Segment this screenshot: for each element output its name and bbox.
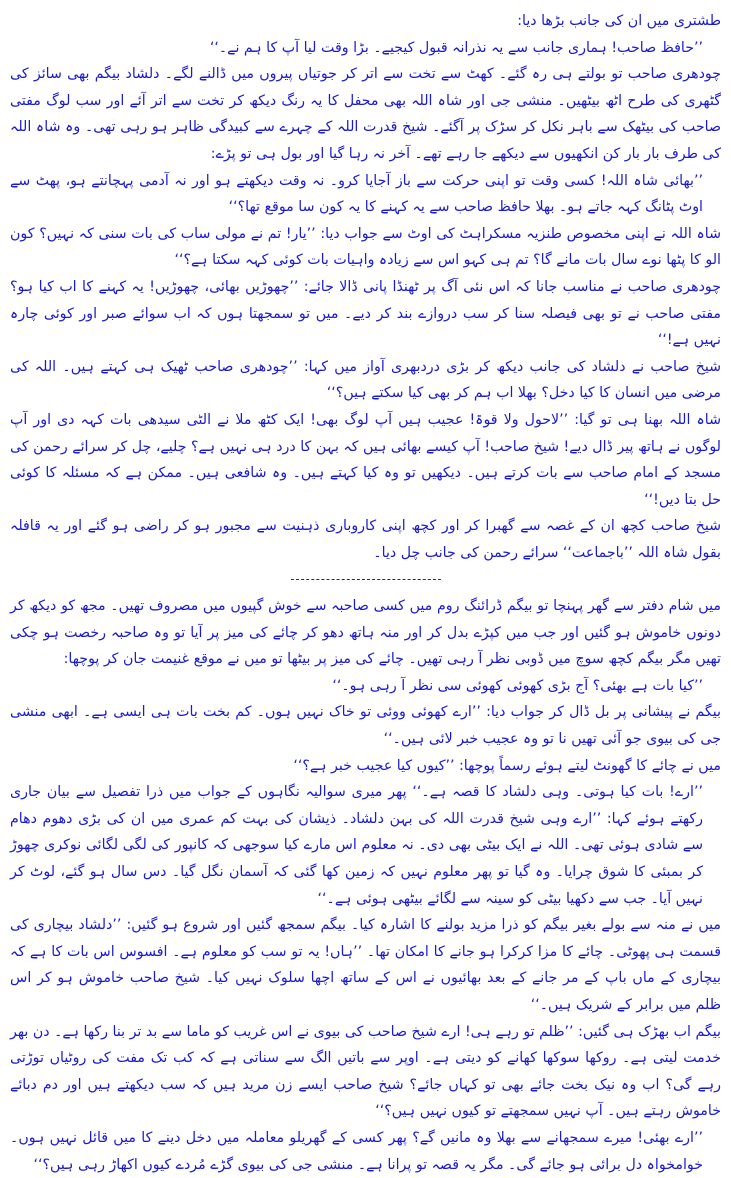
- paragraph: شاہ اللہ بھنا ہی تو گیا: ’’لاحول ولا قوۃ! عجیب ہیں آپ لوگ بھی! ایک کٹھ ملا نے الٹی سیدھی بات کہہ دی اور آپ لوگوں نے ہاتھ پیر ڈال دیے! شیخ صاحب! آپ کیسے بھائی ہیں کہ بہن کا درد ہی نہیں ہے؟ چلیے، چل کر سرائے رحمن کی مسجد کے امام صاحب سے بات کرتے ہیں۔ دیکھیں تو وہ کیا کہتے ہیں۔ وہ شافعی ہیں۔ ممکن ہے کہ مسئلہ کا کوئی حل بتا دیں!‘‘: [10, 411, 721, 508]
- paragraph: ’’ارے بھئی! میرے سمجھانے سے بھلا وہ مانیں گے؟ پھر کسی کے گھریلو معاملہ میں دخل دینے کا میں قائل نہیں ہوں۔ خوامخواہ دل برائی ہو جائے گی۔ مگر یہ قصہ تو پرانا ہے۔ منشی جی کی بیوی گڑے مُردے کیوں اکھاڑ رہی ہیں؟‘‘: [10, 1129, 703, 1173]
- paragraph: طشتری میں ان کی جانب بڑھا دیا:: [517, 13, 721, 29]
- paragraph: میں شام دفتر سے گھر پہنچا تو بیگم ڈرائنگ روم میں کسی صاحبہ سے خوش گپیوں میں مصروف تھیں۔ مجھ کو دیکھ کر دونوں خاموش ہو گئیں اور جب میں کپڑے بدل کر اور منہ ہاتھ دھو کر چائے کی میز پر آیا تو وہ صاحبہ رخصت ہو چکی تھیں مگر بیگم کچھ سوچ میں ڈوبی نظر آ رہی تھیں۔ چائے کی میز پر بیٹھا تو میں نے موقع غنیمت جان کر پوچھا:: [10, 598, 721, 668]
- paragraph: میں نے منہ سے بولے بغیر بیگم کو ذرا مزید بولنے کا اشارہ کیا۔ بیگم سمجھ گئیں اور شروع ہو گئیں: ’’دلشاد بیچاری کی قسمت ہی پھوٹی۔ چائے کا مزا کرکرا ہو جانے کا امکان تھا۔ ’’ہاں! یہ تو سب کو معلوم ہے۔ افسوس اس بات کا ہے کہ بیچاری کے ماں باپ کے مر جانے کے بعد بھائیوں نے اس کے ساتھ اچھا سلوک نہیں کیا۔ شیخ صاحب خاموش ہو کر اس ظلم میں برابر کے شریک ہیں۔‘‘: [10, 917, 721, 1013]
- paragraph: چودھری صاحب تو بولتے ہی رہ گئے۔ کھٹ سے تخت سے اتر کر جوتیاں پیروں میں ڈالنے لگے۔ دلشاد بیگم بھی سائز کی گٹھری کی طرح اٹھ بیٹھیں۔ منشی جی اور شاہ اللہ بھی محفل کا یہ رنگ دیکھ کر تخت سے اتر آئے اور سب لوگ مفتی صاحب کی بیٹھک سے باہر نکل کر سڑک پر آگئے۔ شیخ قدرت اللہ کے چہرے سے کبیدگی ظاہر ہو رہی تھی۔ وہ شاہ اللہ کی طرف بار بار کن انکھیوں سے دیکھے جا رہے تھے۔ آخر نہ رہا گیا اور بول ہی تو پڑے:: [10, 66, 721, 162]
- paragraph: بیگم اب بھڑک ہی گئیں: ’’ظلم تو رہے ہی! ارے شیخ صاحب کی بیوی نے اس غریب کو ماما سے بد تر بنا رکھا ہے۔ دن بھر خدمت لیتی ہے۔ روکھا سوکھا کھانے کو دیتی ہے۔ اوپر سے باتیں الگ سے سناتی ہے کہ کب تک مفت کی روٹیاں توڑتی رہے گی؟ اب وہ نیک بخت جائے بھی تو کہاں جائے؟ شیخ صاحب ایسے زن مرید ہیں کہ سب دیکھتے ہیں اور دم دبائے خاموش رہتے ہیں۔ آپ نہیں سمجھتے تو کیوں نہیں ہیں؟‘‘: [10, 1023, 721, 1120]
- paragraph: ’’ارے! بات کیا ہوتی۔ وہی دلشاد کا قصہ ہے۔‘‘ پھر میری سوالیہ نگاہوں کے جواب میں ذرا تفصیل سے بیان جاری رکھتے ہوئے کہا: ’’ارے وہی شیخ قدرت اللہ کی بہن دلشاد۔ ذیشان کی بہت کم عمری میں ان کی بڑی دھوم دھام سے شادی ہوئی تھی۔ اللہ نے ایک بیٹی بھی دی۔ نہ معلوم اس مارے کیا سوجھی کہ کانپور کی لگی لگائی نوکری چھوڑ کر بمبئی کا شوق چرایا۔ وہ گیا تو پھر معلوم نہیں کہ زمین کھا گئی کہ آسمان نگل گیا۔ دس سال ہو گئے، لوٹ کر نہیں آیا۔ جب سے دکھیا بیٹی کو سینہ سے لگائے بیٹھی ہوئی ہے۔‘‘: [10, 784, 703, 907]
- paragraph: میں نے چائے کا گھونٹ لیتے ہوئے رسماً پوچھا: ’’کیوں کیا عجیب خبر ہے؟‘‘: [293, 757, 721, 774]
- paragraph: شیخ صاحب کچھ ان کے غصہ سے گھبرا کر اور کچھ اپنی کاروباری ذہنیت سے مجبور ہو کر راضی ہو گئے اور یہ قافلہ بقول شاہ اللہ ’’باجماعت‘‘ سرائے رحمن کی جانب چل دیا۔: [10, 518, 721, 561]
- paragraph: شاہ اللہ نے اپنی مخصوص طنزیہ مسکراہٹ کی اوٹ سے جواب دیا: ’’یار! تم نے مولی ساب کی بات سنی کہ نہیں؟ کون الو کا پٹھا نوے سال بات مانے گا؟ تم ہی کہو اس سے زیادہ واہیات بات کوئی کہہ سکتا ہے؟‘‘: [10, 225, 721, 269]
- paragraph: ’’بھائی شاہ اللہ! کسی وقت تو اپنی حرکت سے باز آجایا کرو۔ نہ وقت دیکھتے ہو اور نہ آدمی پہچانتے ہو، پھٹ سے اوٹ پٹانگ کہہ جاتے ہو۔ بھلا حافظ صاحب سے یہ کہنے کا یہ کون سا موقع تھا؟‘‘: [10, 172, 703, 216]
- paragraph: ’’حافظ صاحب! ہماری جانب سے یہ نذرانہ قبول کیجیے۔ بڑا وقت لیا آپ کا ہم نے۔‘‘: [209, 39, 703, 56]
- paragraph: بیگم نے پیشانی پر بل ڈال کر جواب دیا: ’’ارے کھوئی ووئی تو خاک نہیں ہوں۔ کم بخت بات ہی ایسی ہے۔ ابھی منشی جی کی بیوی جو آئی تھیں نا تو وہ عجیب خبر لائی ہیں۔‘‘: [10, 704, 721, 748]
- paragraph: چودھری صاحب نے مناسب جانا کہ اس نئی آگ پر ٹھنڈا پانی ڈالا جائے: ’’چھوڑیں بھائی، چھوڑیں! یہ کہنے کا اب کیا ہو؟ مفتی صاحب نے تو بھی فیصلہ سنا کر سب دروازے بند کر دیے۔ میں تو سمجھتا ہوں کہ اب سوائے صبر اور کوئی چارہ نہیں ہے!‘‘: [10, 278, 721, 349]
- section-divider: [10, 566, 721, 593]
- paragraph: شیخ صاحب نے دلشاد کی جانب دیکھ کر بڑی دردبھری آواز میں کہا: ’’چودھری صاحب ٹھیک ہی کہتے ہیں۔ اللہ کی مرضی میں انسان کا کیا دخل؟ بھلا اب ہم کر بھی کیا سکتے ہیں؟‘‘: [10, 358, 721, 402]
- paragraph: ’’کیا بات ہے بھئی؟ آج بڑی کھوئی کھوئی سی نظر آ رہی ہو۔‘‘: [332, 677, 703, 694]
